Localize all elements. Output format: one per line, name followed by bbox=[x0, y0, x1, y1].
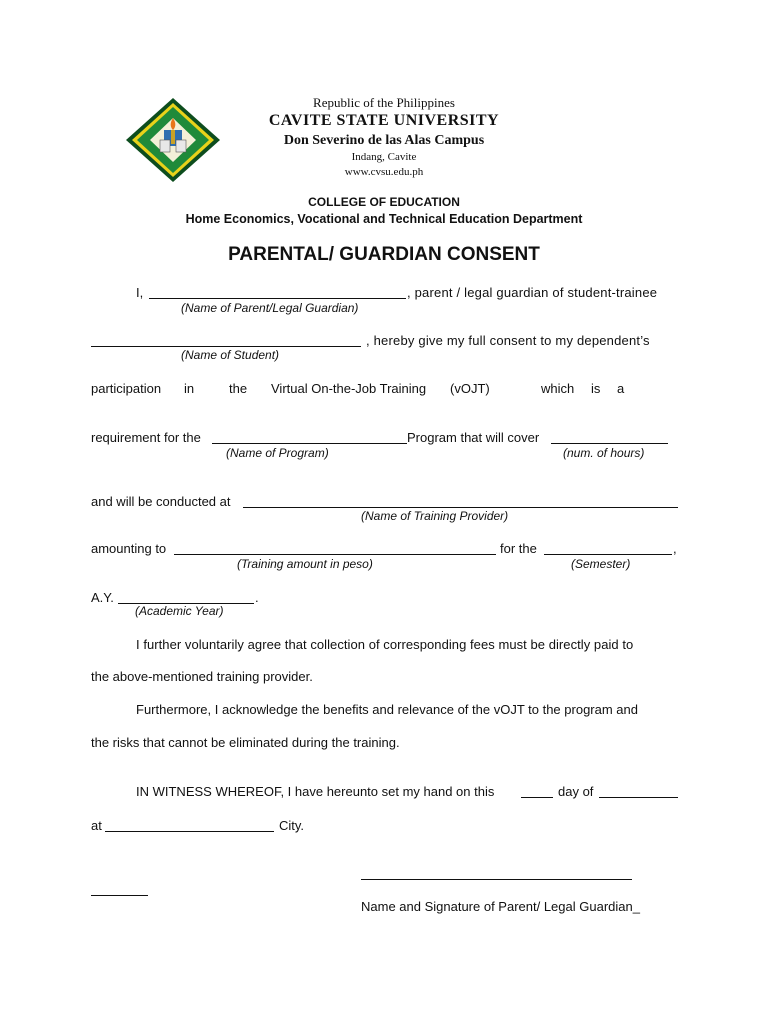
campus-name: Don Severino de las Alas Campus bbox=[283, 133, 485, 148]
line3-word: is bbox=[591, 381, 601, 396]
student-name-field[interactable] bbox=[91, 346, 361, 347]
para1-line1: I further voluntarily agree that collection of corresponding fees must be directly paid to bbox=[136, 637, 634, 652]
parent-name-field[interactable] bbox=[149, 298, 406, 299]
line7-prefix: A.Y. bbox=[91, 590, 114, 605]
website-line: www.cvsu.edu.ph bbox=[344, 166, 424, 178]
training-amount-field[interactable] bbox=[174, 554, 496, 555]
line1-suffix: , parent / legal guardian of student-trainee bbox=[407, 285, 658, 300]
republic-line: Republic of the Philippines bbox=[313, 95, 455, 110]
town-line: Indang, Cavite bbox=[351, 151, 417, 163]
line3-word: (vOJT) bbox=[450, 381, 490, 396]
day-field[interactable] bbox=[521, 797, 553, 798]
para1-line2: the above-mentioned training provider. bbox=[91, 669, 313, 684]
witness-text: IN WITNESS WHEREOF, I have hereunto set my hand on this bbox=[136, 784, 495, 799]
hint-provider: (Name of Training Provider) bbox=[361, 509, 509, 523]
line4-mid: Program that will cover bbox=[407, 430, 540, 445]
at-suffix: City. bbox=[279, 818, 305, 833]
line7-end: . bbox=[255, 590, 259, 605]
line3-word: a bbox=[617, 381, 625, 396]
line6-prefix: amounting to bbox=[91, 541, 167, 556]
university-name: CAVITE STATE UNIVERSITY bbox=[268, 112, 500, 129]
line3-word: the bbox=[229, 381, 248, 396]
witness-day-of: day of bbox=[558, 784, 594, 799]
line3-word: in bbox=[184, 381, 195, 396]
month-field[interactable] bbox=[599, 797, 678, 798]
page-title: PARENTAL/ GUARDIAN CONSENT bbox=[228, 244, 540, 265]
line1-prefix: I, bbox=[136, 285, 144, 300]
college-name: COLLEGE OF EDUCATION bbox=[308, 195, 460, 209]
line5-prefix: and will be conducted at bbox=[91, 494, 231, 509]
hint-hours: (num. of hours) bbox=[563, 446, 645, 460]
hours-field[interactable] bbox=[551, 443, 668, 444]
hint-amount: (Training amount in peso) bbox=[237, 557, 373, 571]
signature-label: Name and Signature of Parent/ Legal Guardian_ bbox=[361, 899, 640, 914]
training-provider-field[interactable] bbox=[243, 507, 678, 508]
program-name-field[interactable] bbox=[212, 443, 407, 444]
para2-line2: the risks that cannot be eliminated during the training. bbox=[91, 735, 400, 750]
line6-mid: for the bbox=[500, 541, 537, 556]
hint-year: (Academic Year) bbox=[135, 604, 224, 618]
date-line[interactable] bbox=[91, 895, 148, 896]
department-name: Home Economics, Vocational and Technical Education Department bbox=[185, 212, 583, 226]
hint-student: (Name of Student) bbox=[181, 348, 280, 362]
hint-semester: (Semester) bbox=[571, 557, 631, 571]
line2-suffix: , hereby give my full consent to my dependent’s bbox=[366, 333, 650, 348]
hint-parent: (Name of Parent/Legal Guardian) bbox=[181, 301, 359, 315]
city-field[interactable] bbox=[105, 831, 274, 832]
line3-word: which bbox=[541, 381, 575, 396]
hint-program: (Name of Program) bbox=[226, 446, 329, 460]
para2-line1: Furthermore, I acknowledge the benefits and relevance of the vOJT to the program and bbox=[136, 702, 638, 717]
line4-prefix: requirement for the bbox=[91, 430, 201, 445]
line3-word: Virtual On-the-Job Training bbox=[271, 381, 427, 396]
line3-word: participation bbox=[91, 381, 162, 396]
at-prefix: at bbox=[91, 818, 102, 833]
signature-line[interactable] bbox=[361, 879, 632, 880]
semester-field[interactable] bbox=[544, 554, 672, 555]
line6-end: , bbox=[673, 541, 677, 556]
